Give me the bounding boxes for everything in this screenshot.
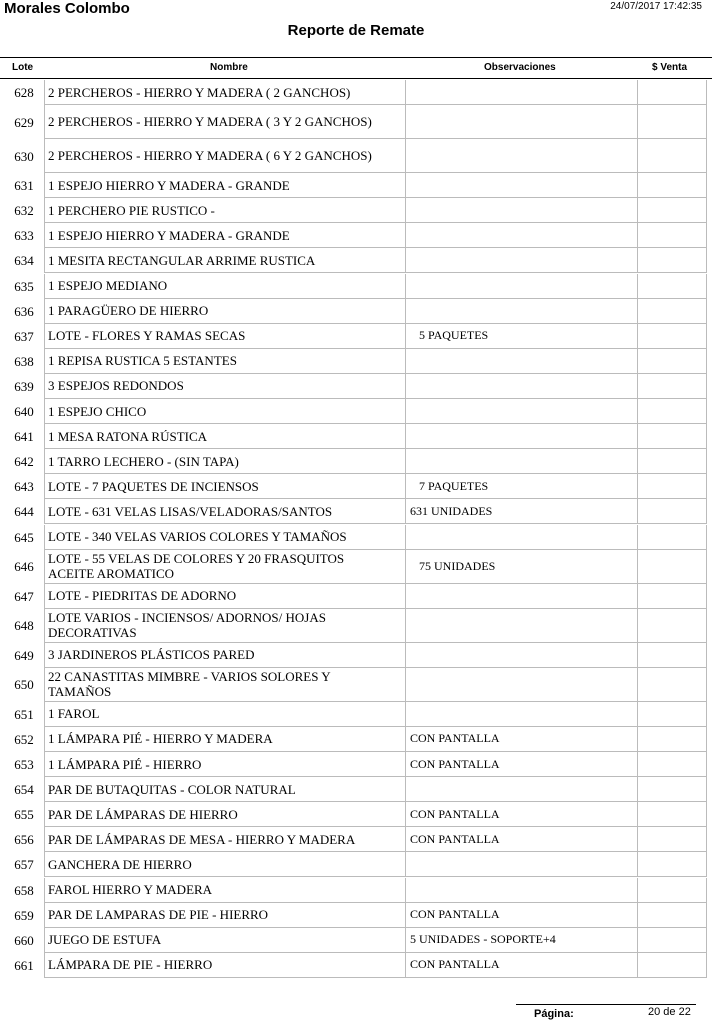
observaciones-cell: 5 PAQUETES xyxy=(406,324,638,349)
venta-cell xyxy=(638,424,707,449)
lote-cell: 641 xyxy=(14,429,34,445)
venta-cell xyxy=(638,777,707,802)
nombre-cell: 1 PARAGÜERO DE HIERRO xyxy=(44,299,406,324)
page-number: 20 de 22 xyxy=(648,1006,691,1018)
venta-cell xyxy=(638,609,707,643)
lote-cell: 638 xyxy=(14,353,34,369)
venta-cell xyxy=(638,702,707,727)
venta-cell xyxy=(638,324,707,349)
lote-cell: 651 xyxy=(14,706,34,722)
lote-cell: 644 xyxy=(14,504,34,520)
table-row xyxy=(0,424,712,449)
observaciones-cell xyxy=(406,399,638,424)
venta-cell xyxy=(638,349,707,374)
lote-cell: 635 xyxy=(14,278,34,294)
observaciones-cell xyxy=(406,852,638,877)
venta-cell xyxy=(638,928,707,953)
lote-cell: 643 xyxy=(14,479,34,495)
nombre-cell: 2 PERCHEROS - HIERRO Y MADERA ( 6 Y 2 GANCHOS) xyxy=(44,139,406,173)
table-row xyxy=(0,80,712,105)
nombre-cell: PAR DE LAMPARAS DE PIE - HIERRO xyxy=(44,903,406,928)
observaciones-cell: CON PANTALLA xyxy=(406,827,638,852)
venta-cell xyxy=(638,727,707,752)
venta-cell xyxy=(638,105,707,139)
venta-cell xyxy=(638,374,707,399)
table-header xyxy=(0,57,712,79)
observaciones-cell: 631 UNIDADES xyxy=(406,499,638,524)
venta-cell xyxy=(638,299,707,324)
observaciones-cell xyxy=(406,609,638,643)
nombre-cell: LOTE VARIOS - INCIENSOS/ ADORNOS/ HOJAS DECORATIVAS xyxy=(44,609,406,643)
venta-cell xyxy=(638,550,707,584)
report-title: Reporte de Remate xyxy=(287,22,425,39)
table-row xyxy=(0,727,712,752)
venta-cell xyxy=(638,878,707,903)
nombre-cell: 1 FAROL xyxy=(44,702,406,727)
lote-cell: 632 xyxy=(14,203,34,219)
venta-cell xyxy=(638,827,707,852)
nombre-cell: 1 ESPEJO HIERRO Y MADERA - GRANDE xyxy=(44,223,406,248)
table-row xyxy=(0,399,712,424)
observaciones-cell: 7 PAQUETES xyxy=(406,474,638,499)
observaciones-cell xyxy=(406,643,638,668)
nombre-cell: 1 TARRO LECHERO - (SIN TAPA) xyxy=(44,449,406,474)
lote-cell: 634 xyxy=(14,253,34,269)
nombre-cell: PAR DE LÁMPARAS DE MESA - HIERRO Y MADERA xyxy=(44,827,406,852)
table-row xyxy=(0,584,712,609)
nombre-cell: PAR DE LÁMPARAS DE HIERRO xyxy=(44,802,406,827)
nombre-cell: LOTE - 7 PAQUETES DE INCIENSOS xyxy=(44,474,406,499)
observaciones-cell xyxy=(406,198,638,223)
table-row xyxy=(0,550,712,584)
nombre-cell: 1 ESPEJO MEDIANO xyxy=(44,274,406,299)
observaciones-cell xyxy=(406,777,638,802)
observaciones-cell xyxy=(406,105,638,139)
venta-cell xyxy=(638,525,707,550)
venta-cell xyxy=(638,953,707,978)
nombre-cell: LOTE - FLORES Y RAMAS SECAS xyxy=(44,324,406,349)
lote-cell: 637 xyxy=(14,328,34,344)
table-row xyxy=(0,777,712,802)
nombre-cell: LOTE - PIEDRITAS DE ADORNO xyxy=(44,584,406,609)
column-header-lote: Lote xyxy=(12,62,34,73)
nombre-cell: GANCHERA DE HIERRO xyxy=(44,852,406,877)
venta-cell xyxy=(638,139,707,173)
nombre-cell: 1 PERCHERO PIE RUSTICO - xyxy=(44,198,406,223)
table-row xyxy=(0,928,712,953)
table-row xyxy=(0,449,712,474)
column-header-nombre: Nombre xyxy=(210,62,248,73)
lote-cell: 652 xyxy=(14,731,34,747)
table-row xyxy=(0,499,712,524)
lote-cell: 639 xyxy=(14,378,34,394)
lote-cell: 629 xyxy=(14,114,34,130)
venta-cell xyxy=(638,499,707,524)
venta-cell xyxy=(638,752,707,777)
column-header-observaciones: Observaciones xyxy=(484,62,556,73)
lote-cell: 654 xyxy=(14,782,34,798)
observaciones-cell xyxy=(406,424,638,449)
table-row xyxy=(0,173,712,198)
lote-cell: 660 xyxy=(14,932,34,948)
page-label: Página: xyxy=(534,1008,574,1020)
observaciones-cell xyxy=(406,374,638,399)
lote-cell: 650 xyxy=(14,677,34,693)
observaciones-cell: CON PANTALLA xyxy=(406,953,638,978)
observaciones-cell xyxy=(406,274,638,299)
table-row xyxy=(0,223,712,248)
venta-cell xyxy=(638,668,707,702)
lote-cell: 633 xyxy=(14,228,34,244)
table-row xyxy=(0,349,712,374)
table-row xyxy=(0,702,712,727)
observaciones-cell: 75 UNIDADES xyxy=(406,550,638,584)
observaciones-cell xyxy=(406,299,638,324)
nombre-cell: 3 JARDINEROS PLÁSTICOS PARED xyxy=(44,643,406,668)
table-row xyxy=(0,609,712,643)
table-row xyxy=(0,198,712,223)
observaciones-cell xyxy=(406,248,638,273)
lote-cell: 646 xyxy=(14,559,34,575)
table-row xyxy=(0,374,712,399)
nombre-cell: FAROL HIERRO Y MADERA xyxy=(44,878,406,903)
observaciones-cell xyxy=(406,223,638,248)
venta-cell xyxy=(638,198,707,223)
venta-cell xyxy=(638,852,707,877)
venta-cell xyxy=(638,80,707,105)
table-row xyxy=(0,668,712,702)
table-row xyxy=(0,752,712,777)
observaciones-cell: CON PANTALLA xyxy=(406,903,638,928)
lote-cell: 661 xyxy=(14,957,34,973)
observaciones-cell xyxy=(406,349,638,374)
venta-cell xyxy=(638,248,707,273)
nombre-cell: LOTE - 340 VELAS VARIOS COLORES Y TAMAÑOS xyxy=(44,525,406,550)
observaciones-cell: CON PANTALLA xyxy=(406,802,638,827)
venta-cell xyxy=(638,802,707,827)
table-row xyxy=(0,525,712,550)
nombre-cell: 1 MESITA RECTANGULAR ARRIME RUSTICA xyxy=(44,248,406,273)
nombre-cell: PAR DE BUTAQUITAS - COLOR NATURAL xyxy=(44,777,406,802)
observaciones-cell: 5 UNIDADES - SOPORTE+4 xyxy=(406,928,638,953)
venta-cell xyxy=(638,474,707,499)
observaciones-cell xyxy=(406,525,638,550)
observaciones-cell xyxy=(406,173,638,198)
venta-cell xyxy=(638,173,707,198)
nombre-cell: 1 LÁMPARA PIÉ - HIERRO Y MADERA xyxy=(44,727,406,752)
table-row xyxy=(0,903,712,928)
nombre-cell: 1 REPISA RUSTICA 5 ESTANTES xyxy=(44,349,406,374)
lote-cell: 640 xyxy=(14,404,34,420)
lote-cell: 656 xyxy=(14,832,34,848)
lote-cell: 648 xyxy=(14,618,34,634)
lote-cell: 649 xyxy=(14,647,34,663)
venta-cell xyxy=(638,223,707,248)
observaciones-cell xyxy=(406,702,638,727)
table-row xyxy=(0,827,712,852)
column-header-venta: $ Venta xyxy=(652,62,688,73)
nombre-cell: 1 MESA RATONA RÚSTICA xyxy=(44,424,406,449)
venta-cell xyxy=(638,449,707,474)
venta-cell xyxy=(638,903,707,928)
observaciones-cell xyxy=(406,80,638,105)
nombre-cell: LÁMPARA DE PIE - HIERRO xyxy=(44,953,406,978)
lote-cell: 628 xyxy=(14,85,34,101)
lote-cell: 645 xyxy=(14,529,34,545)
nombre-cell: 2 PERCHEROS - HIERRO Y MADERA ( 3 Y 2 GANCHOS) xyxy=(44,105,406,139)
nombre-cell: LOTE - 631 VELAS LISAS/VELADORAS/SANTOS xyxy=(44,499,406,524)
table-row xyxy=(0,248,712,273)
lote-cell: 642 xyxy=(14,454,34,470)
table-row xyxy=(0,474,712,499)
lote-cell: 655 xyxy=(14,807,34,823)
company-name: Morales Colombo xyxy=(4,0,130,17)
venta-cell xyxy=(638,643,707,668)
table-row xyxy=(0,878,712,903)
lote-cell: 659 xyxy=(14,907,34,923)
lote-cell: 653 xyxy=(14,757,34,773)
venta-cell xyxy=(638,584,707,609)
nombre-cell: 2 PERCHEROS - HIERRO Y MADERA ( 2 GANCHOS) xyxy=(44,80,406,105)
nombre-cell: 22 CANASTITAS MIMBRE - VARIOS SOLORES Y TAMAÑOS xyxy=(44,668,406,702)
table-row xyxy=(0,105,712,139)
observaciones-cell xyxy=(406,668,638,702)
observaciones-cell xyxy=(406,878,638,903)
table-row xyxy=(0,299,712,324)
venta-cell xyxy=(638,399,707,424)
table-row xyxy=(0,643,712,668)
lote-cell: 630 xyxy=(14,148,34,164)
footer-divider xyxy=(516,1004,696,1005)
nombre-cell: 1 ESPEJO CHICO xyxy=(44,399,406,424)
lote-cell: 631 xyxy=(14,178,34,194)
nombre-cell: LOTE - 55 VELAS DE COLORES Y 20 FRASQUITOS ACEITE AROMATICO xyxy=(44,550,406,584)
table-row xyxy=(0,274,712,299)
lote-cell: 647 xyxy=(14,588,34,604)
venta-cell xyxy=(638,274,707,299)
nombre-cell: JUEGO DE ESTUFA xyxy=(44,928,406,953)
nombre-cell: 1 LÁMPARA PIÉ - HIERRO xyxy=(44,752,406,777)
table-row xyxy=(0,139,712,173)
table-row xyxy=(0,324,712,349)
table-row xyxy=(0,802,712,827)
nombre-cell: 3 ESPEJOS REDONDOS xyxy=(44,374,406,399)
observaciones-cell: CON PANTALLA xyxy=(406,727,638,752)
report-timestamp: 24/07/2017 17:42:35 xyxy=(610,1,702,12)
table-row xyxy=(0,852,712,877)
table-row xyxy=(0,953,712,978)
observaciones-cell: CON PANTALLA xyxy=(406,752,638,777)
lote-cell: 658 xyxy=(14,882,34,898)
nombre-cell: 1 ESPEJO HIERRO Y MADERA - GRANDE xyxy=(44,173,406,198)
observaciones-cell xyxy=(406,449,638,474)
observaciones-cell xyxy=(406,139,638,173)
lote-cell: 636 xyxy=(14,303,34,319)
lote-cell: 657 xyxy=(14,857,34,873)
observaciones-cell xyxy=(406,584,638,609)
